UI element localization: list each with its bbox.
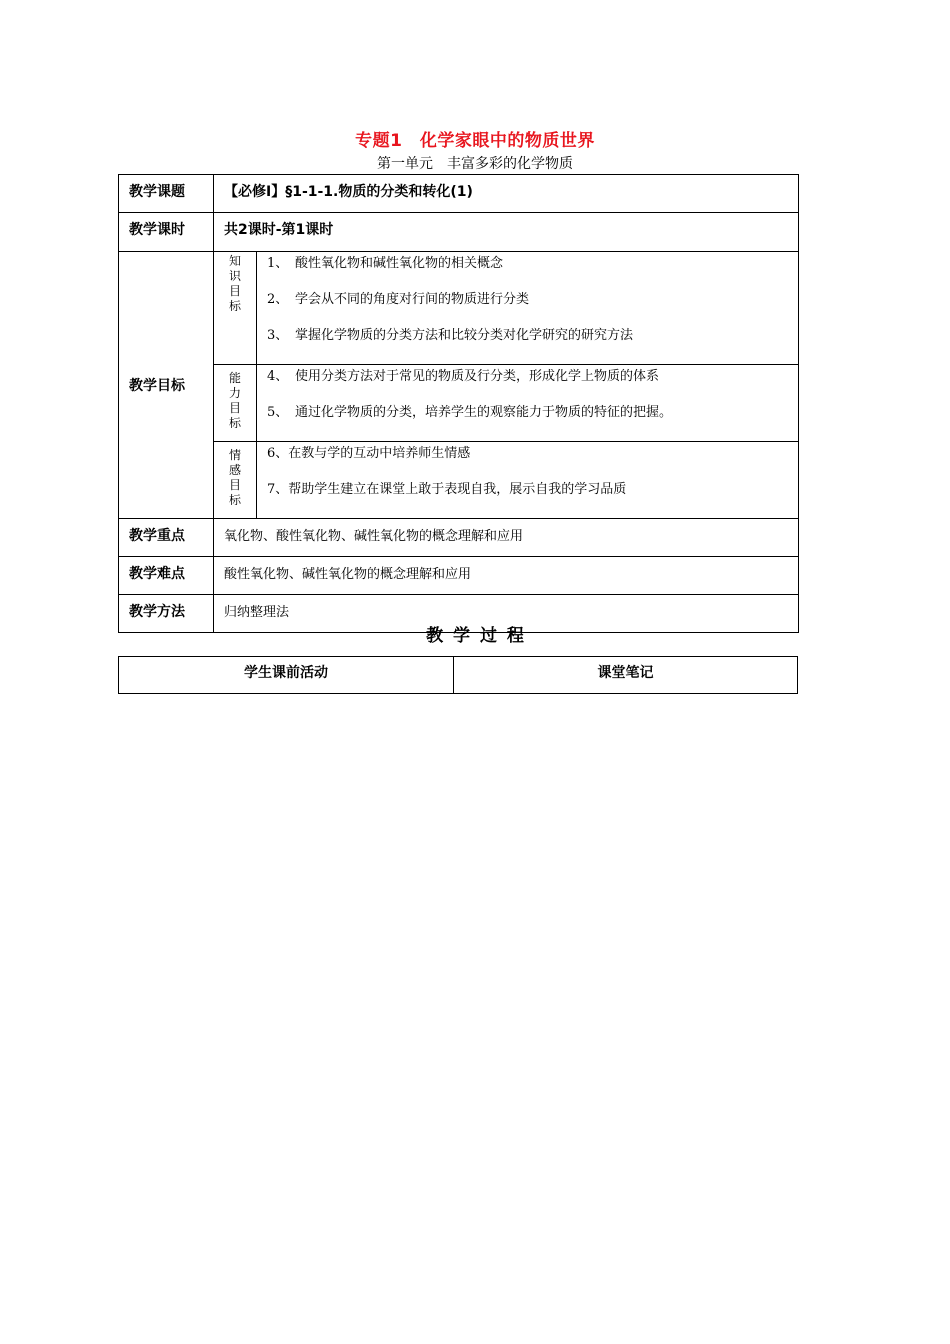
goal-type-char: 标 (228, 416, 241, 430)
goal-item (267, 482, 798, 518)
knowledge-goal-type (214, 252, 257, 365)
difficulties-value: 酸性氧化物、碱性氧化物的概念理解和应用 (214, 557, 799, 595)
pre-class-activity-header: 学生课前活动 (119, 657, 454, 694)
objectives-table (214, 252, 798, 518)
document-title: 专题1 化学家眼中的物质世界 (355, 131, 595, 151)
goal-item-text: 掌握化学物质的分类方法和比较分类对化学研究的研究方法 (295, 328, 634, 343)
key-points-label: 教学重点 (119, 519, 214, 557)
goal-item-number: 6、 (267, 446, 289, 461)
goal-item-text: 酸性氧化物和碱性氧化物的相关概念 (295, 256, 504, 271)
ability-goal-items (257, 365, 799, 442)
goal-type-char: 目 (228, 478, 241, 492)
goal-item-text: 使用分类方法对于常见的物质及行分类，形成化学上物质的体系 (295, 369, 660, 384)
class-notes-header: 课堂笔记 (454, 657, 798, 694)
emotion-goal-items (257, 442, 799, 519)
goal-item-number: 2、 (267, 292, 289, 307)
topic-row (119, 175, 799, 213)
goal-item-text: 学会从不同的角度对行间的物质进行分类 (295, 292, 530, 307)
goal-item-text: 帮助学生建立在课堂上敢于表现自我，展示自我的学习品质 (288, 482, 627, 497)
goal-item-text: 在教与学的互动中培养师生情感 (288, 446, 471, 461)
goal-type-char: 标 (228, 493, 241, 507)
emotion-goal-type (214, 442, 257, 519)
difficulties-row (119, 557, 799, 595)
goal-type-char: 能 (228, 371, 241, 385)
goal-item (267, 328, 798, 364)
goal-item-number: 3、 (267, 328, 289, 343)
periods-value: 共2课时-第1课时 (214, 213, 799, 252)
goal-type-char: 情 (228, 448, 241, 462)
objectives-label: 教学目标 (119, 252, 214, 519)
process-heading: 教 学 过 程 (426, 626, 524, 646)
goal-item (267, 256, 798, 292)
method-label: 教学方法 (119, 595, 214, 633)
emotion-goal-row (214, 442, 798, 519)
periods-label: 教学课时 (119, 213, 214, 252)
goal-item (267, 369, 798, 405)
key-points-value: 氧化物、酸性氧化物、碱性氧化物的概念理解和应用 (214, 519, 799, 557)
process-header-row (119, 657, 798, 694)
objectives-row (119, 252, 799, 519)
process-table (118, 656, 798, 694)
goal-item (267, 292, 798, 328)
goal-type-char: 目 (228, 284, 241, 298)
difficulties-label: 教学难点 (119, 557, 214, 595)
ability-goal-type (214, 365, 257, 442)
goal-type-char: 识 (228, 269, 241, 283)
method-value: 归纳整理法 (214, 595, 799, 633)
goal-item (267, 446, 798, 482)
knowledge-goal-row (214, 252, 798, 365)
goal-item-number: 5、 (267, 405, 289, 420)
ability-goal-row (214, 365, 798, 442)
topic-value: 【必修Ⅰ】§1-1-1.物质的分类和转化(1) (214, 175, 799, 213)
document-subtitle: 第一单元 丰富多彩的化学物质 (377, 156, 573, 172)
knowledge-goal-items (257, 252, 799, 365)
goal-type-char: 标 (228, 299, 241, 313)
topic-label: 教学课题 (119, 175, 214, 213)
goal-type-char: 感 (228, 463, 241, 477)
periods-row (119, 213, 799, 252)
goal-item-text: 通过化学物质的分类，培养学生的观察能力于物质的特征的把握。 (295, 405, 673, 420)
goal-item (267, 405, 798, 441)
goal-item-number: 7、 (267, 482, 289, 497)
lesson-info-table (118, 174, 799, 633)
goal-type-char: 知 (228, 254, 241, 268)
goal-type-char: 目 (228, 401, 241, 415)
goal-item-number: 4、 (267, 369, 289, 384)
goal-item-number: 1、 (267, 256, 289, 271)
objectives-cell (214, 252, 799, 519)
goal-type-char: 力 (228, 386, 241, 400)
key-points-row (119, 519, 799, 557)
